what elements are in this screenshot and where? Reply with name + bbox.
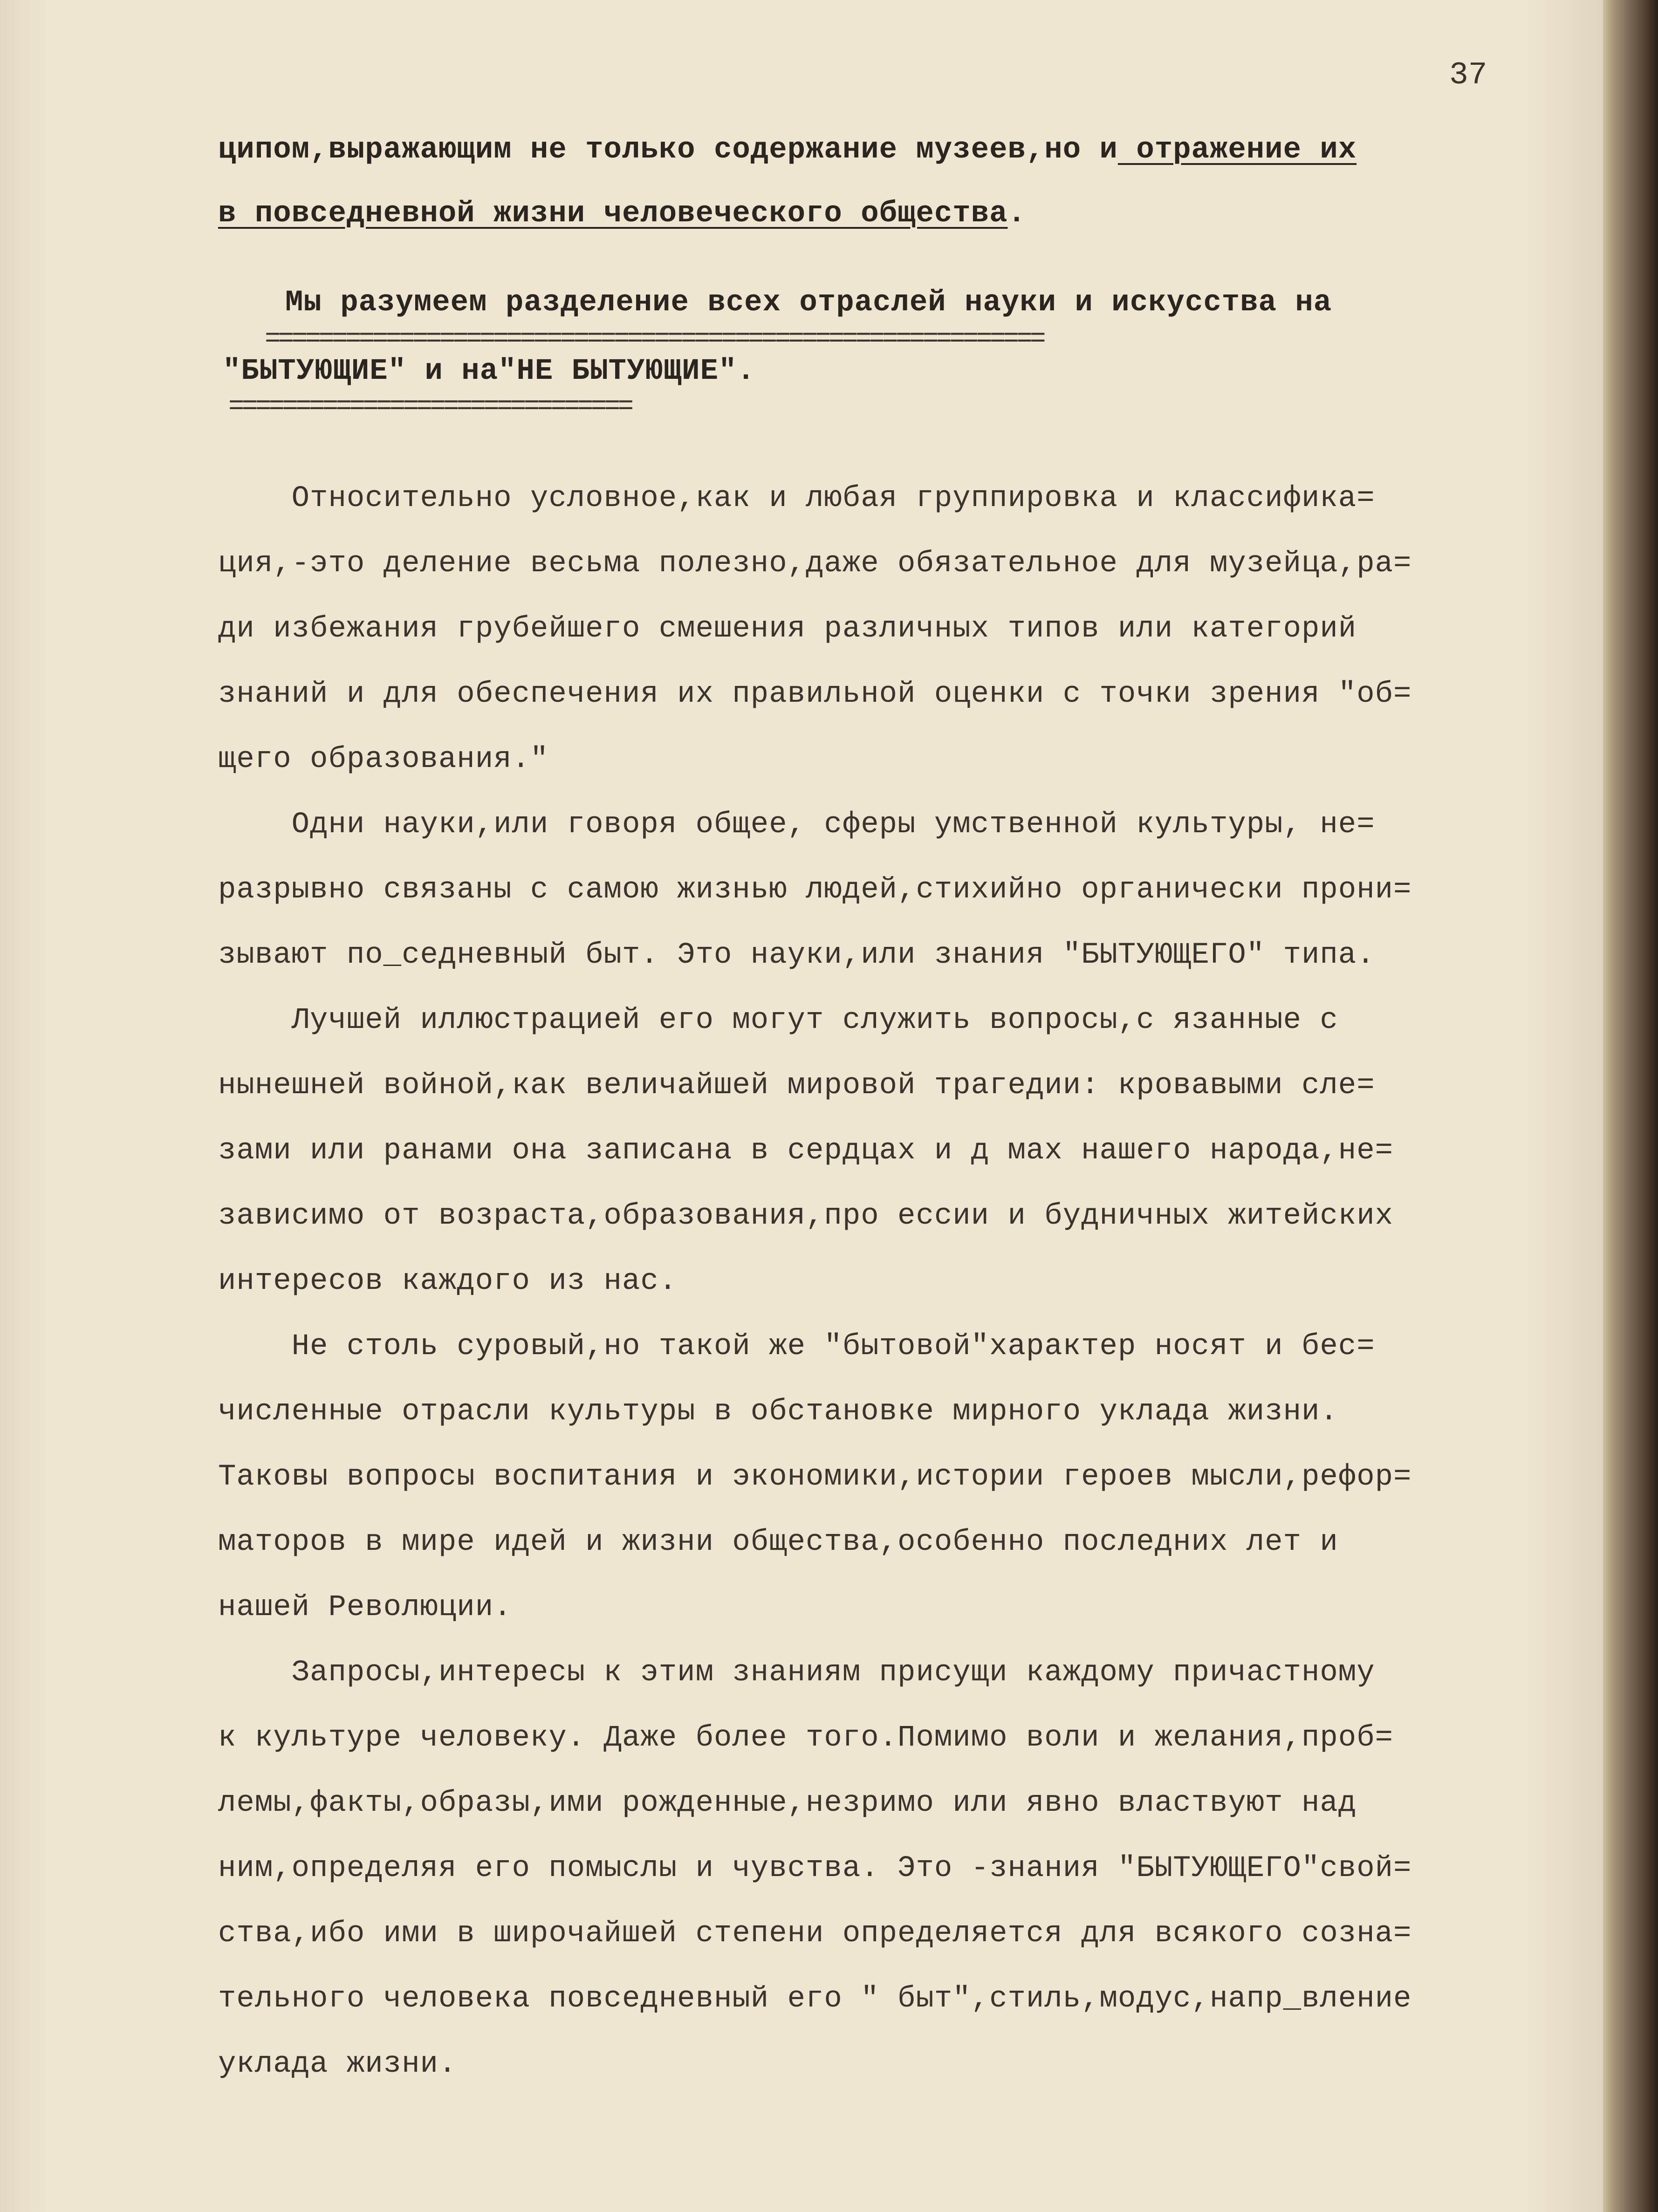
intro-line-2-end: . <box>1007 197 1026 231</box>
heading-double-underline-1: ========================================================== <box>265 326 1043 353</box>
body-line: зависимо от возраста,образования,про ессии и будничных житейских <box>218 1199 1393 1233</box>
intro-line-1-underlined: отражение их <box>1117 133 1357 167</box>
body-line: к культуре человеку. Даже более того.Помимо воли и желания,проб= <box>218 1721 1393 1755</box>
intro-line-2 <box>218 199 1026 229</box>
body-line: нынешней войной,как величайшей мировой трагедии: кровавыми сле= <box>218 1069 1375 1103</box>
body-line: Таковы вопросы воспитания и экономики,истории героев мысли,рефор= <box>218 1460 1412 1494</box>
body-line: щего образования." <box>218 743 549 776</box>
body-line: Запросы,интересы к этим знаниям присущи каждому причастному <box>218 1656 1375 1690</box>
body-line: ция,-это деление весьма полезно,даже обязательное для музейца,ра= <box>218 547 1412 581</box>
body-line: разрывно связаны с самою жизнью людей,стихийно органически прони= <box>218 873 1412 907</box>
body-line: интересов каждого из нас. <box>218 1265 678 1298</box>
body-line: ним,определяя его помыслы и чувства. Это -знания "БЫТУЮЩЕГО"свой= <box>218 1852 1412 1885</box>
binding-edge <box>1603 0 1658 2212</box>
body-line: Относительно условное,как и любая группировка и классифика= <box>218 482 1375 515</box>
heading-line-1: Мы разумеем разделение всех отраслей науки и искусства на <box>285 286 1332 320</box>
body-line: нашей Революции. <box>218 1591 512 1624</box>
body-line: лемы,факты,образы,ими рожденные,незримо или явно властвуют над <box>218 1787 1357 1820</box>
body-line: ства,ибо ими в широчайшей степени определяется для всякого созна= <box>218 1917 1412 1951</box>
body-line: Не столь суровый,но такой же "бытовой"характер носят и бес= <box>218 1330 1375 1363</box>
body-line: численные отрасли культуры в обстановке мирного уклада жизни. <box>218 1395 1338 1429</box>
body-line: тельного человека повседневный его " быт",стиль,модус,напр_вление <box>218 1982 1412 2016</box>
body-line: зами или ранами она записана в сердцах и д мах нашего народа,не= <box>218 1134 1393 1168</box>
intro-line-1 <box>218 135 1357 165</box>
heading-line-2: "БЫТУЮЩИЕ" и на"НЕ БЫТУЮЩИЕ". <box>223 355 755 388</box>
body-line: Лучшей иллюстрацией его могут служить вопросы,с язанные с <box>218 1004 1338 1037</box>
page-number: 37 <box>1449 57 1487 93</box>
body-line: зывают по_седневный быт. Это науки,или знания "БЫТУЮЩЕГО" типа. <box>218 938 1375 972</box>
body-line: ди избежания грубейшего смешения различных типов или категорий <box>218 612 1357 646</box>
body-line: Одни науки,или говоря общее, сферы умственной культуры, не= <box>218 808 1375 842</box>
body-line: маторов в мире идей и жизни общества,особенно последних лет и <box>218 1526 1338 1559</box>
body-line: уклада жизни. <box>218 2048 457 2081</box>
heading-double-underline-2: ============================== <box>228 394 631 421</box>
intro-line-2-underlined: в повседневной жизни человеческого общества <box>218 197 1008 231</box>
body-line: знаний и для обеспечения их правильной оценки с точки зрения "об= <box>218 678 1412 711</box>
intro-line-1-text: ципом,выражающим не только содержание музеев,но и <box>218 133 1118 167</box>
